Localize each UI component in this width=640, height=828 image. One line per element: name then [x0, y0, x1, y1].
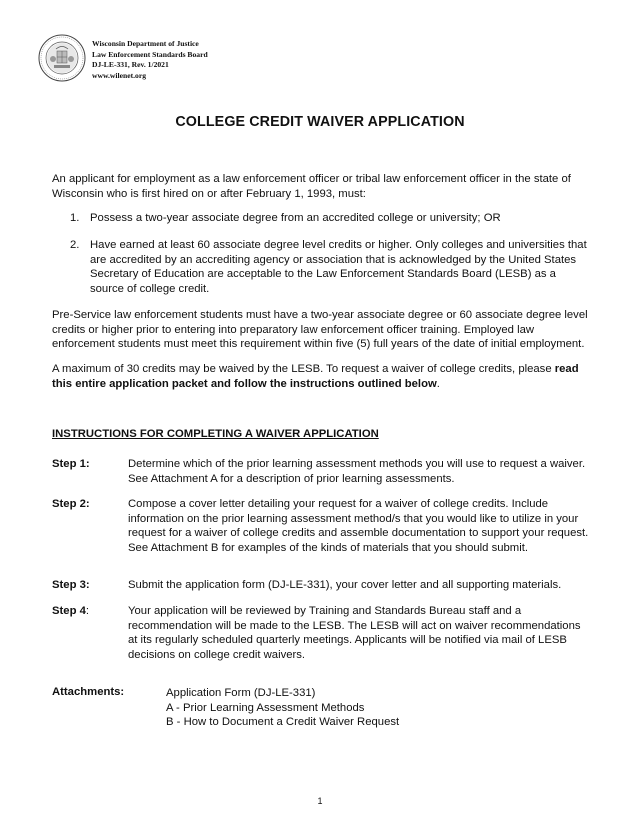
- intro-paragraph: An applicant for employment as a law enforcement officer or tribal law enforcement officer in the state of Wisconsin who is first hired on or after February 1, 1993, must:: [52, 173, 571, 200]
- page-title: COLLEGE CREDIT WAIVER APPLICATION: [175, 114, 465, 130]
- step-text: Determine which of the prior learning assessment methods you will use to request a waiver. See Attachment A for a description of prior learning assessments.: [128, 458, 586, 485]
- maximum-end: .: [436, 377, 440, 390]
- maximum-text: A maximum of 30 credits may be waived by the LESB. To request a waiver of college credits, please: [52, 363, 555, 375]
- maximum-bold-text: read this entire application packet and follow the instructions outlined below: [52, 363, 579, 390]
- step-label-suffix: :: [85, 605, 90, 617]
- website-link[interactable]: www.wilenet.org: [92, 70, 146, 80]
- agency-block: [92, 39, 208, 81]
- step-text: Submit the application form (DJ-LE-331), your cover letter and all supporting materials.: [128, 579, 562, 591]
- step-label-text: Step 4: [52, 605, 86, 617]
- attachments-list: [166, 686, 399, 730]
- maximum-paragraph: [52, 362, 592, 391]
- attachment-item: Application Form (DJ-LE-331): [166, 687, 316, 699]
- step-text: Compose a cover letter detailing your request for a waiver of college credits. Include information on the prior learning assessment method/s that you would like to utilize in your request for a waiver of college credits and assemble documentation to support your request. See Attachment B for examples of the kinds of materials that you should submit.: [128, 498, 589, 554]
- agency-name: Wisconsin Department of Justice: [92, 39, 199, 48]
- step-label: Step 1:: [52, 458, 90, 470]
- requirement-number: 1.: [70, 212, 80, 224]
- instructions-heading: INSTRUCTIONS FOR COMPLETING A WAIVER APPLICATION: [52, 428, 379, 440]
- attachment-item: A - Prior Learning Assessment Methods: [166, 701, 365, 714]
- step-label: Step 2:: [52, 498, 90, 510]
- requirement-number: 2.: [70, 239, 80, 251]
- page-number: 1: [317, 796, 323, 806]
- requirement-text: Possess a two-year associate degree from an accredited college or university; OR: [90, 212, 501, 224]
- step-text: Your application will be reviewed by Training and Standards Bureau staff and a recommendation will be made to the LESB. The LESB will act on waiver recommendations at its regularly scheduled quarterly meetings. Applicants will be notified via mail of LESB decisions on college credit waivers.: [128, 605, 581, 661]
- requirement-text: Have earned at least 60 associate degree level credits or higher. Only colleges and universities that are accredited by an accrediting agency or association that is acknowledged by the United States Secretary of Education are acceptable to the Law Enforcement Standards Board (LESB) as a source of college credit.: [90, 239, 587, 295]
- preservice-paragraph: Pre-Service law enforcement students must have a two-year associate degree or 60 associate degree level credits or higher prior to entering into preparatory law enforcement officer training. Employed law enforcement students must meet this requirement within five (5) full years of the date of initial employment.: [52, 309, 588, 351]
- attachments-label: Attachments:: [52, 686, 125, 698]
- step-label: Step 3:: [52, 579, 90, 591]
- board-name: Law Enforcement Standards Board: [92, 49, 208, 59]
- wisconsin-state-seal-icon: [38, 34, 86, 82]
- step-label: [52, 604, 89, 619]
- form-number: DJ-LE-331, Rev. 1/2021: [92, 60, 169, 70]
- attachment-item: B - How to Document a Credit Waiver Request: [166, 716, 400, 729]
